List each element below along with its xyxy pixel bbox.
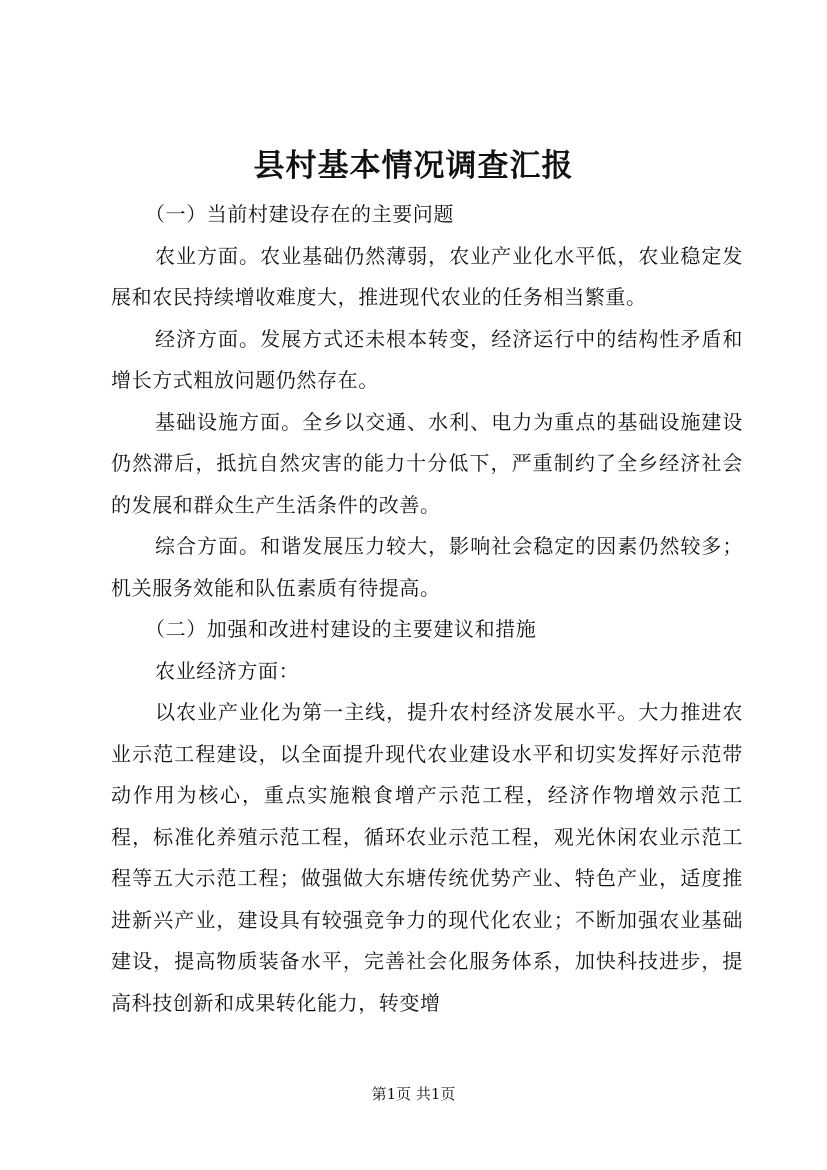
paragraph-agriculture: 农业方面。农业基础仍然薄弱，农业产业化水平低，农业稳定发展和农民持续增收难度大，推进现代农业的任务相当繁重。 <box>111 243 743 309</box>
page-footer: 第1页 共1页 <box>371 1085 456 1103</box>
paragraph-agri-econ-label: 农业经济方面： <box>155 658 300 683</box>
paragraph-infrastructure: 基础设施方面。全乡以交通、水利、电力为重点的基础设施建设仍然滞后，抵抗自然灾害的能力十分低下，严重制约了全乡经济社会的发展和群众生产生活条件的改善。 <box>111 409 743 517</box>
paragraph-comprehensive: 综合方面。和谐发展压力较大，影响社会稳定的因素仍然较多；机关服务效能和队伍素质有待提高。 <box>111 534 743 600</box>
document-body <box>111 194 743 1024</box>
paragraph-economy: 经济方面。发展方式还未根本转变，经济运行中的结构性矛盾和增长方式粗放问题仍然存在。 <box>111 326 743 392</box>
paragraph-industrialization: 以农业产业化为第一主线，提升农村经济发展水平。大力推进农业示范工程建设，以全面提升现代农业建设水平和切实发挥好示范带动作用为核心，重点实施粮食增产示范工程，经济作物增效示范工程，标准化养殖示范工程，循环农业示范工程，观光休闲农业示范工程等五大示范工程；做强做大东塘传统优势产业、特色产业，适度推进新兴产业，建设具有较强竞争力的现代化农业；不断加强农业基础建设，提高物质装备水平，完善社会化服务体系，加快科技进步，提高科技创新和成果转化能力，转变增 <box>111 700 743 1015</box>
section-heading-measures: （二）加强和改进村建设的主要建议和措施 <box>145 617 537 641</box>
document-title: 县村基本情况调查汇报 <box>253 148 574 184</box>
section-heading-problems: （一）当前村建设存在的主要问题 <box>145 202 454 226</box>
